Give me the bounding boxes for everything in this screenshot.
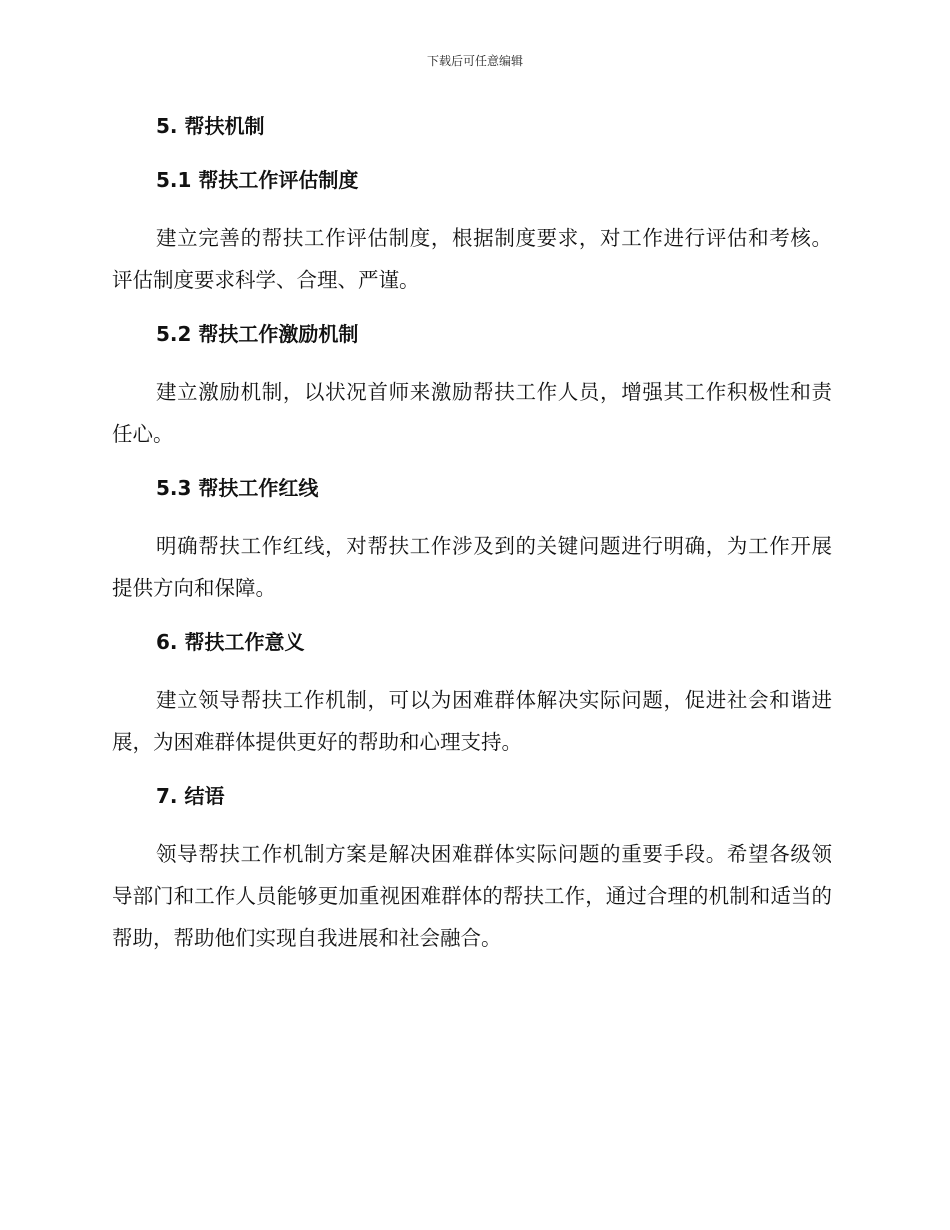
- section-heading-5-1: 5.1 帮扶工作评估制度: [156, 168, 359, 192]
- section-heading-5: 5. 帮扶机制: [156, 114, 265, 138]
- spacer: [112, 505, 832, 525]
- section-heading-5-2: 5.2 帮扶工作激励机制: [156, 322, 359, 346]
- spacer: [112, 197, 832, 217]
- section-heading-7: 7. 结语: [156, 784, 225, 808]
- header-note: 下载后可任意编辑: [426, 54, 523, 68]
- paragraph-7: 领导帮扶工作机制方案是解决困难群体实际问题的重要手段。希望各级领导部门和工作人员能够更加重视困难群体的帮扶工作，通过合理的机制和适当的帮助，帮助他们实现自我进展和社会融合。: [112, 842, 832, 950]
- spacer: [112, 609, 832, 625]
- spacer: [112, 813, 832, 833]
- spacer: [112, 659, 832, 679]
- paragraph-5-2: 建立激励机制，以状况首师来激励帮扶工作人员，增强其工作积极性和责任心。: [112, 380, 832, 446]
- spacer: [112, 301, 832, 317]
- paragraph-5-1: 建立完善的帮扶工作评估制度，根据制度要求，对工作进行评估和考核。评估制度要求科学、合理、严谨。: [112, 226, 832, 292]
- section-heading-6: 6. 帮扶工作意义: [156, 630, 305, 654]
- document-body: [112, 109, 832, 959]
- section-heading-5-3: 5.3 帮扶工作红线: [156, 476, 319, 500]
- paragraph-6: 建立领导帮扶工作机制，可以为困难群体解决实际问题，促进社会和谐进展，为困难群体提供更好的帮助和心理支持。: [112, 688, 832, 754]
- spacer: [112, 763, 832, 779]
- spacer: [112, 455, 832, 471]
- paragraph-5-3: 明确帮扶工作红线，对帮扶工作涉及到的关键问题进行明确，为工作开展提供方向和保障。: [112, 534, 832, 600]
- spacer: [112, 351, 832, 371]
- spacer: [112, 143, 832, 163]
